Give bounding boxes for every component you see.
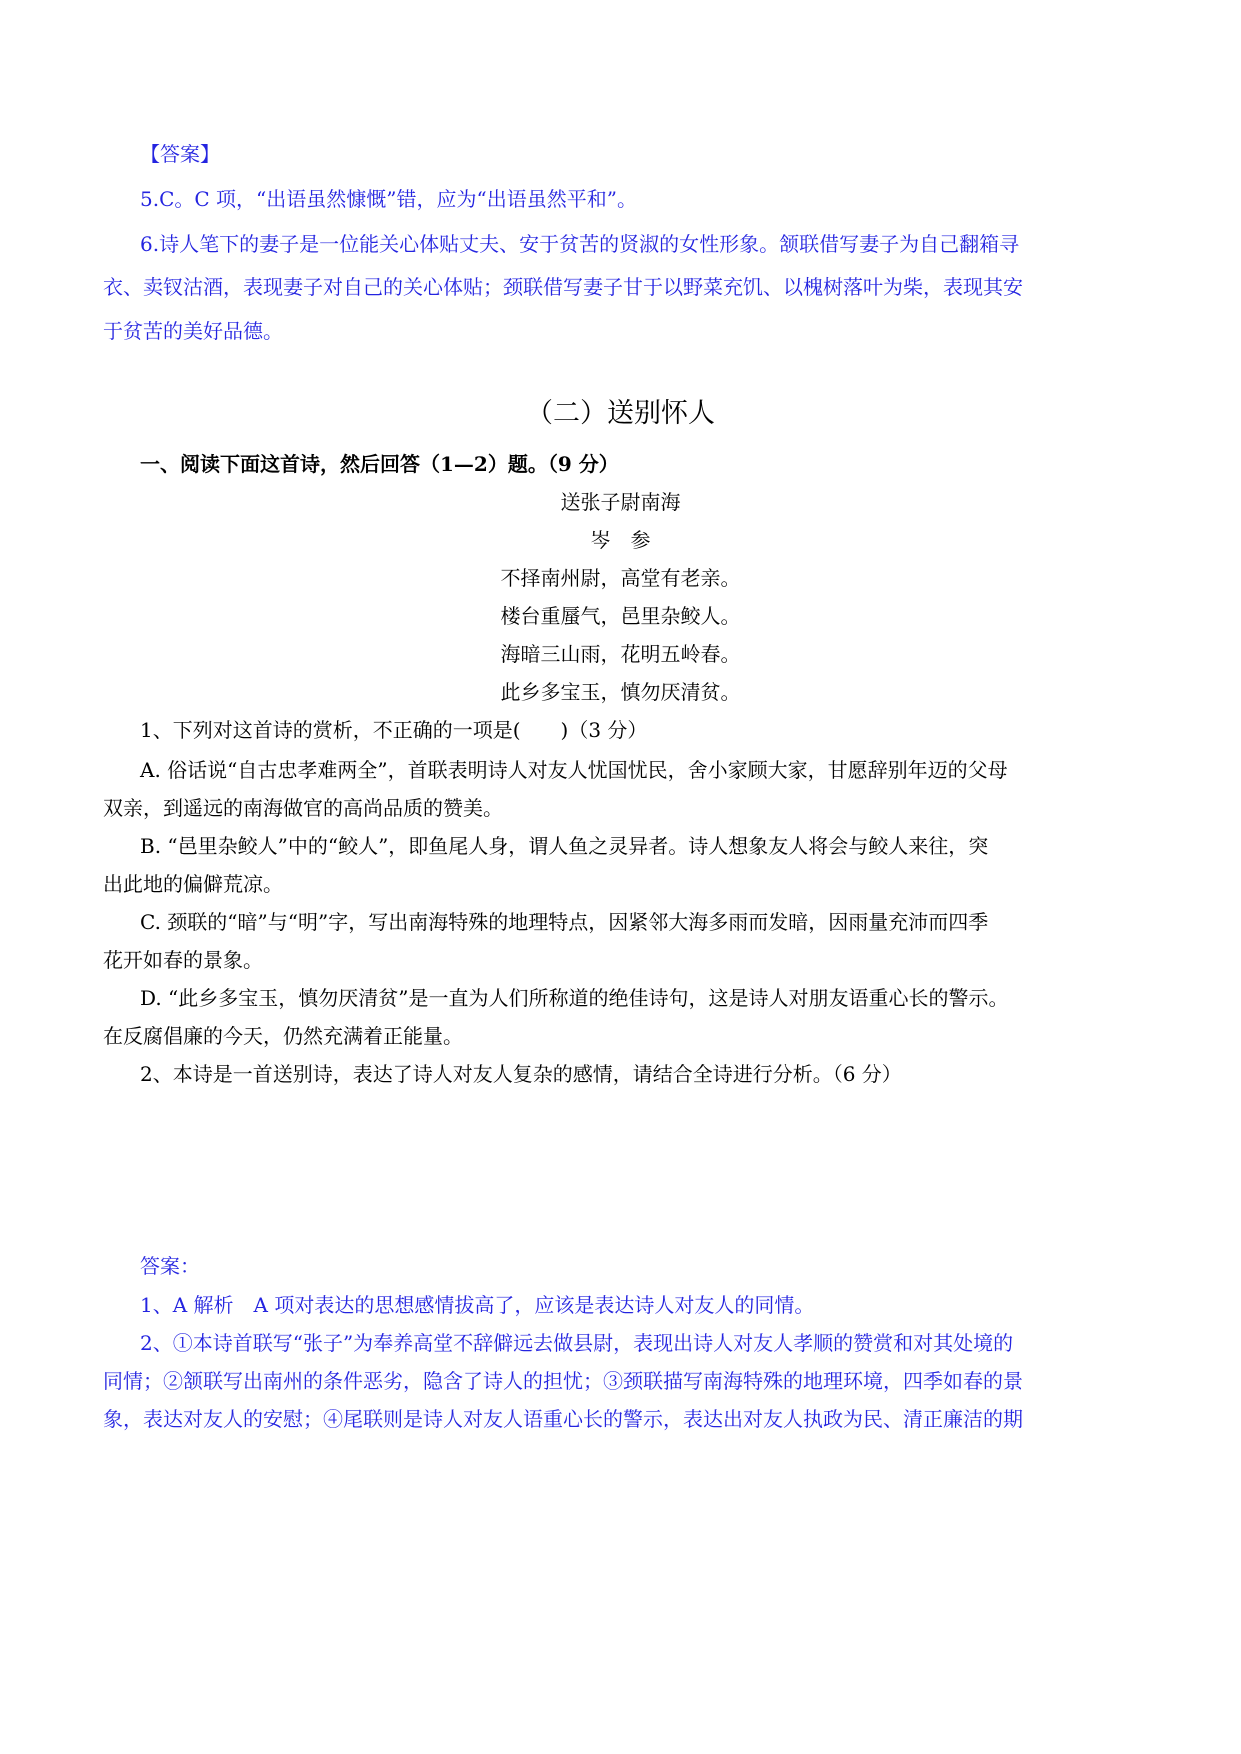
section-instruction: 一、阅读下面这首诗，然后回答（1—2）题。（9 分） [140, 452, 619, 476]
question-2: 2、本诗是一首送别诗，表达了诗人对友人复杂的感情，请结合全诗进行分析。（6 分） [140, 1062, 902, 1086]
option-d-line-2: 在反腐倡廉的今天，仍然充满着正能量。 [103, 1024, 463, 1048]
option-c-line-2: 花开如春的景象。 [103, 948, 263, 972]
answer-q6-line-2: 衣、卖钗沽酒，表现妻子对自己的关心体贴；颈联借写妻子甘于以野菜充饥、以槐树落叶为柴，表现其安 [103, 275, 1023, 299]
question-1: 1、下列对这首诗的赏析，不正确的一项是( )（3 分） [140, 718, 648, 742]
answer2-a2-line-2: 同情；②颔联写出南州的条件恶劣，隐含了诗人的担忧；③颈联描写南海特殊的地理环境，四季如春的景 [103, 1369, 1023, 1393]
answer2-a2-line-3: 象，表达对友人的安慰；④尾联则是诗人对友人语重心长的警示，表达出对友人执政为民、清正廉洁的期 [103, 1407, 1023, 1431]
poem-line-2: 楼台重蜃气，邑里杂鲛人。 [500, 604, 741, 628]
answer2-heading: 答案： [140, 1254, 200, 1278]
poem-title: 送张子尉南海 [560, 490, 681, 514]
answer-q5: 5.C。C 项，“出语虽然慷慨”错，应为“出语虽然平和”。 [140, 187, 637, 211]
answer2-a1: 1、A 解析 A 项对表达的思想感情拔高了，应该是表达诗人对友人的同情。 [140, 1293, 815, 1317]
poem-line-3: 海暗三山雨，花明五岭春。 [500, 642, 741, 666]
poem-line-1: 不择南州尉，高堂有老亲。 [500, 566, 741, 590]
answer-q6-line-1: 6.诗人笔下的妻子是一位能关心体贴丈夫、安于贫苦的贤淑的女性形象。颔联借写妻子为自己翻箱寻 [140, 232, 1020, 256]
option-b-line-2: 出此地的偏僻荒凉。 [103, 872, 283, 896]
poem-author: 岑 参 [590, 528, 651, 552]
option-b-line-1: B. “邑里杂鲛人”中的“鲛人”，即鱼尾人身，谓人鱼之灵异者。诗人想象友人将会与鲛人来往，突 [140, 834, 989, 858]
answer2-a2-line-1: 2、①本诗首联写“张子”为奉养高堂不辞僻远去做县尉，表现出诗人对友人孝顺的赞赏和对其处境的 [140, 1331, 1014, 1355]
section-title: （二）送别怀人 [526, 398, 715, 429]
option-a-line-1: A. 俗话说“自古忠孝难两全”，首联表明诗人对友人忧国忧民，舍小家顾大家，甘愿辞别年迈的父母 [140, 758, 1008, 782]
option-c-line-1: C. 颈联的“暗”与“明”字，写出南海特殊的地理特点，因紧邻大海多雨而发暗，因雨量充沛而四季 [140, 910, 989, 934]
answer-q6-line-3: 于贫苦的美好品德。 [103, 319, 283, 343]
poem-line-4: 此乡多宝玉，慎勿厌清贫。 [500, 680, 741, 704]
answer-heading: 【答案】 [140, 142, 220, 166]
option-d-line-1: D. “此乡多宝玉，慎勿厌清贫”是一直为人们所称道的绝佳诗句，这是诗人对朋友语重心长的警示。 [140, 986, 1009, 1010]
option-a-line-2: 双亲，到遥远的南海做官的高尚品质的赞美。 [103, 796, 503, 820]
